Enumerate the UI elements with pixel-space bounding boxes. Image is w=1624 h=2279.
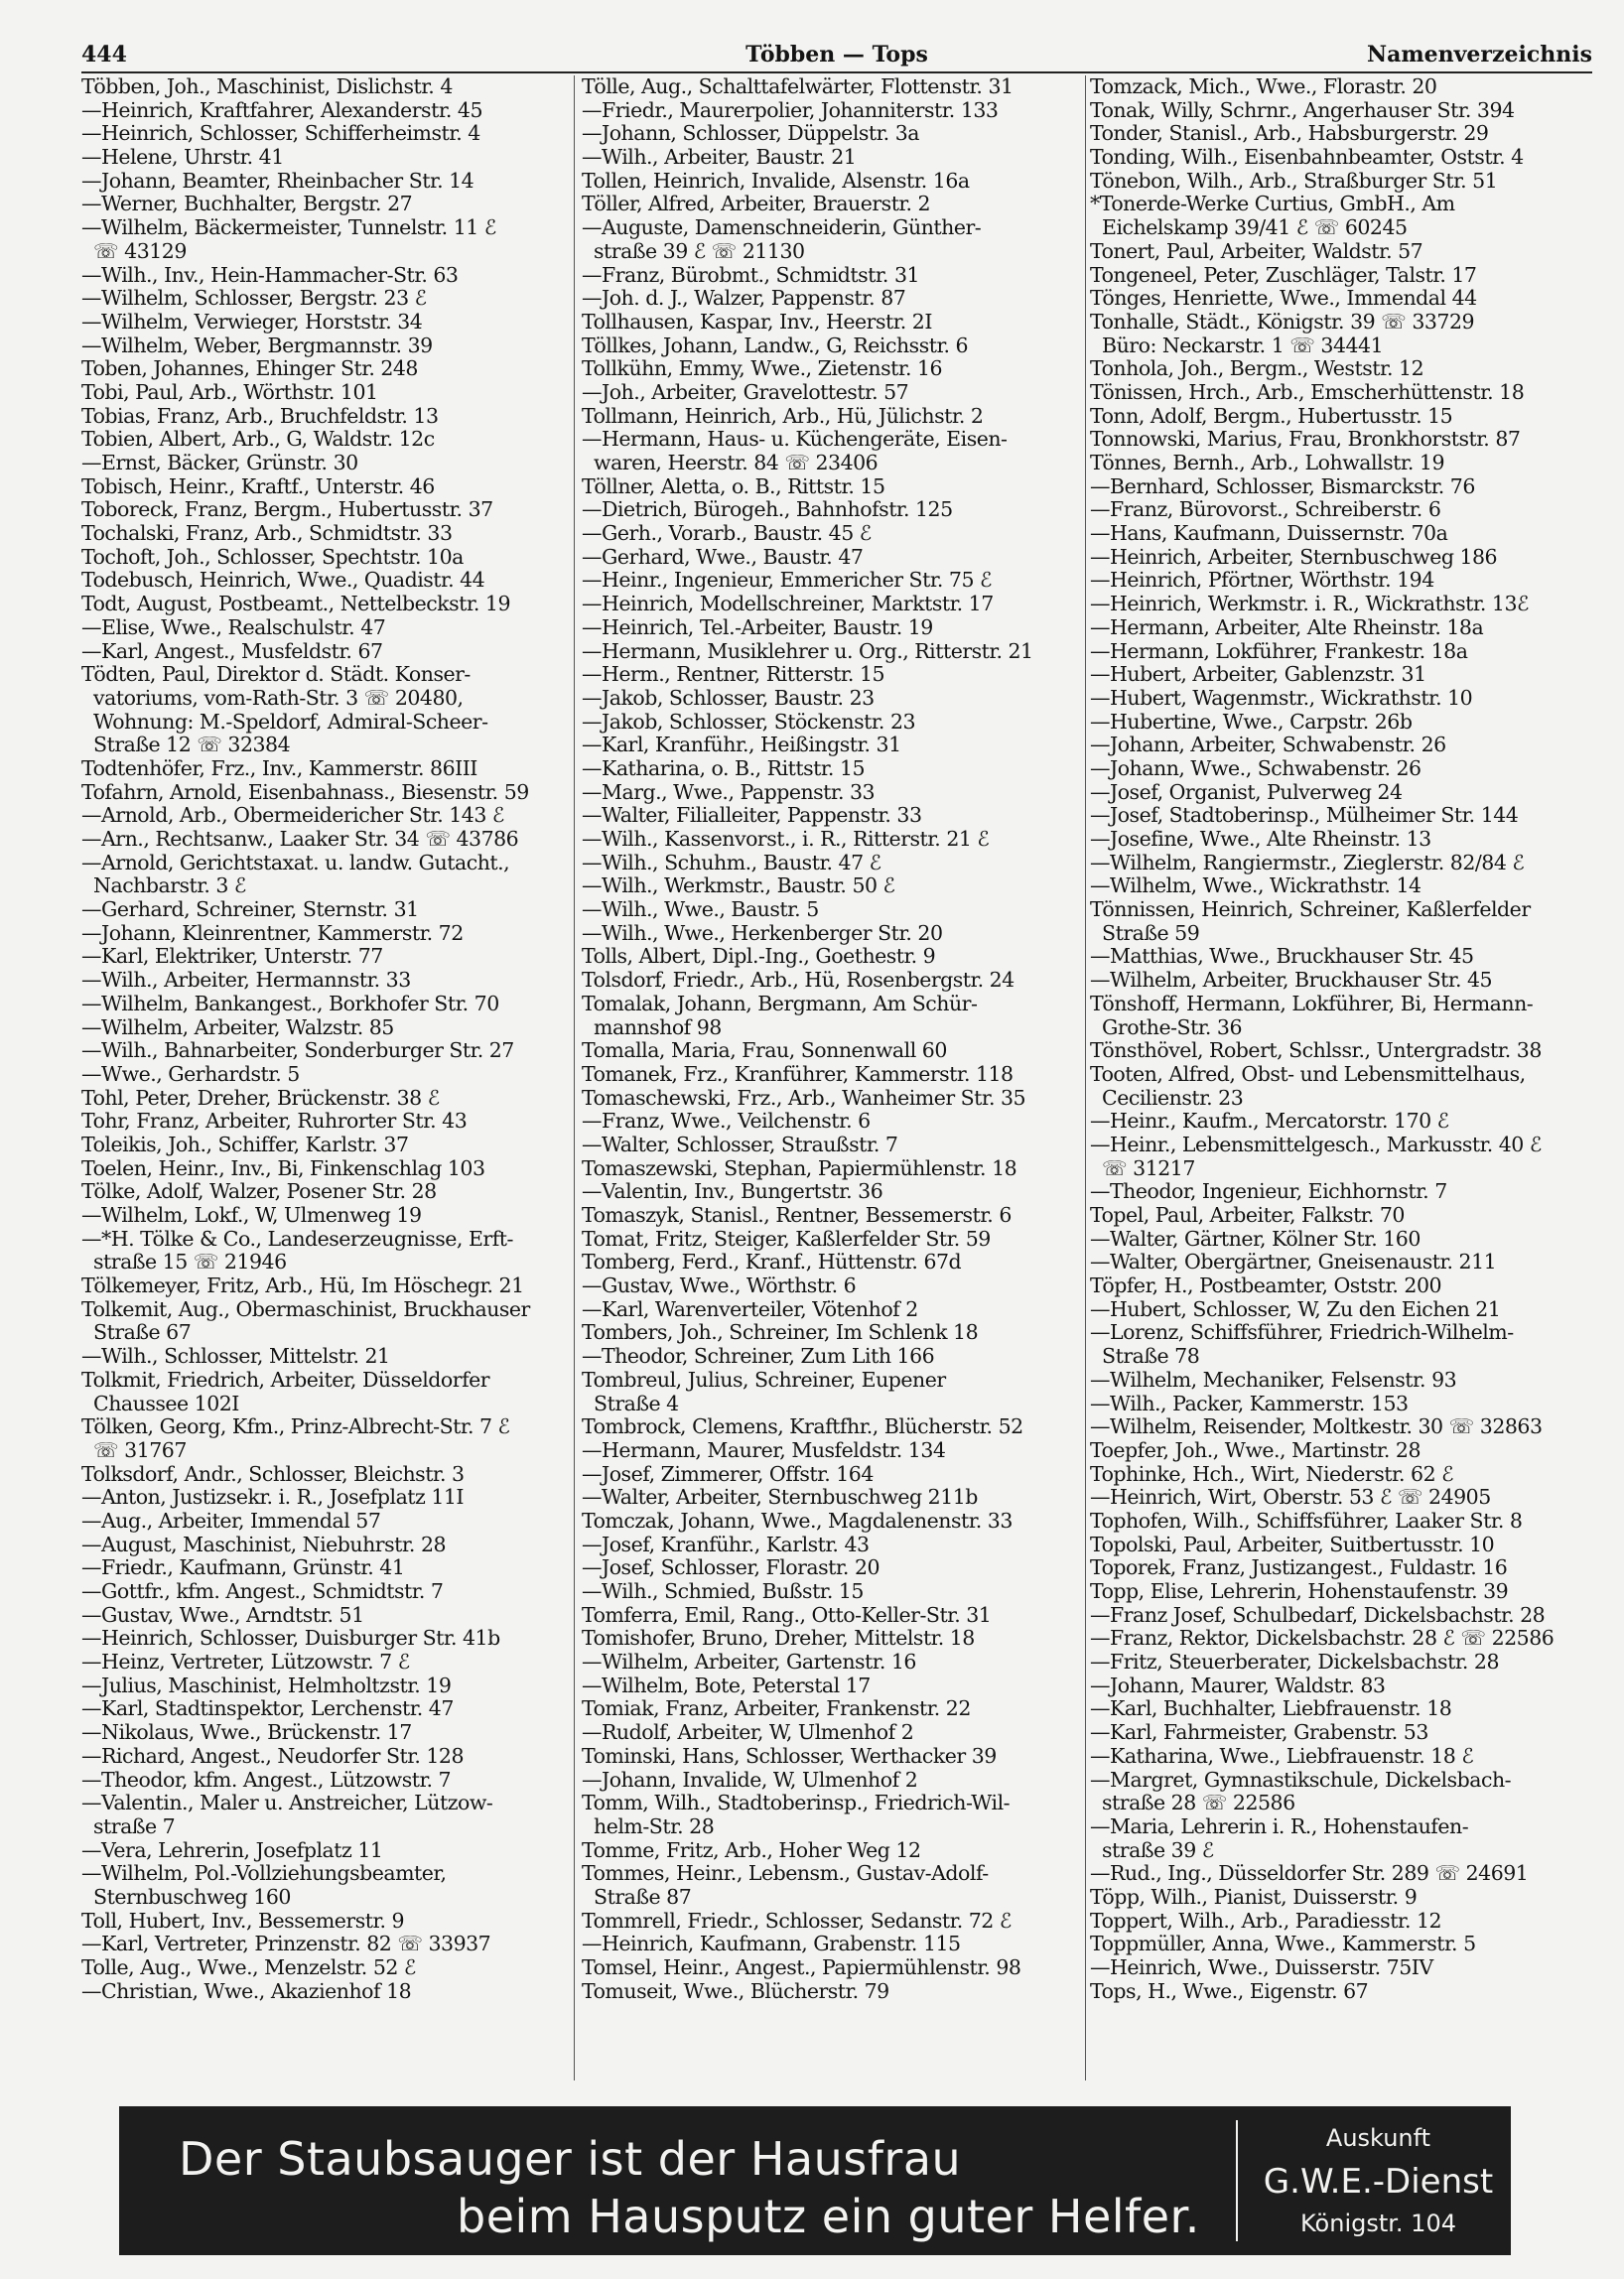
directory-entry: —Heinr., Kaufm., Mercatorstr. 170 ℰ (1090, 1110, 1449, 1134)
directory-entry: Straße 87 (582, 1885, 692, 1909)
directory-entry: Tophofen, Wilh., Schiffsführer, Laaker Str. 8 (1090, 1509, 1523, 1533)
directory-entry: vatoriums, vom-Rath-Str. 3 ☏ 20480, (81, 686, 464, 710)
directory-entry: Tommrell, Friedr., Schlosser, Sedanstr. 72 ℰ (582, 1909, 1012, 1933)
directory-column-2 (582, 75, 1082, 2080)
directory-entry: —Wilh., Werkmstr., Baustr. 50 ℰ (582, 874, 895, 898)
directory-entry: Tönsthövel, Robert, Schlssr., Untergradstr. 38 (1090, 1039, 1542, 1063)
directory-entry: Tonding, Wilh., Eisenbahnbeamter, Oststr. 4 (1090, 146, 1524, 170)
directory-entry: Töpp, Wilh., Pianist, Duisserstr. 9 (1090, 1885, 1418, 1909)
directory-entry: —Heinrich, Wirt, Oberstr. 53 ℰ ☏ 24905 (1090, 1486, 1491, 1510)
directory-entry: —Wilh., Wwe., Herkenberger Str. 20 (582, 921, 943, 945)
directory-entry: Töpfer, H., Postbeamter, Oststr. 200 (1090, 1274, 1442, 1298)
page-header (81, 38, 1592, 73)
directory-entry: Tonhalle, Städt., Königstr. 39 ☏ 33729 (1090, 310, 1475, 334)
directory-entry: Tomuseit, Wwe., Blücherstr. 79 (582, 1979, 889, 2003)
directory-entry: Tobien, Albert, Arb., G, Waldstr. 12c (81, 428, 435, 452)
directory-entry: —Arnold, Gerichtstaxat. u. landw. Gutacht., (81, 851, 510, 874)
directory-entry: straße 39 ℰ (1090, 1838, 1214, 1862)
directory-entry: —Karl, Warenverteiler, Vötenhof 2 (582, 1297, 918, 1321)
directory-entry: Tombrock, Clemens, Kraftfhr., Blücherstr. 52 (582, 1415, 1023, 1439)
directory-entry: —Johann, Arbeiter, Schwabenstr. 26 (1090, 734, 1446, 757)
directory-entry: Tohl, Peter, Dreher, Brückenstr. 38 ℰ (81, 1086, 440, 1110)
directory-entry: —Karl, Vertreter, Prinzenstr. 82 ☏ 33937 (81, 1933, 491, 1956)
directory-entry: Straße 4 (582, 1392, 679, 1415)
directory-entry: —Herm., Rentner, Ritterstr. 15 (582, 663, 885, 687)
directory-entry: —Auguste, Damenschneiderin, Günther- (582, 216, 982, 240)
directory-entry: —Wilhelm, Wwe., Wickrathstr. 14 (1090, 874, 1421, 898)
directory-entry: —Wilhelm, Arbeiter, Bruckhauser Str. 45 (1090, 969, 1493, 993)
directory-entry: Tolkmit, Friedrich, Arbeiter, Düsseldorfer (81, 1368, 490, 1392)
directory-entry: —Franz, Bürovorst., Schreiberstr. 6 (1090, 498, 1441, 522)
directory-entry: —Walter, Gärtner, Kölner Str. 160 (1090, 1227, 1421, 1251)
directory-entry: Töller, Alfred, Arbeiter, Brauerstr. 2 (582, 193, 931, 216)
directory-entry: —Fritz, Steuerberater, Dickelsbachstr. 28 (1090, 1651, 1499, 1675)
directory-entry: straße 15 ☏ 21946 (81, 1251, 287, 1274)
directory-entry: —Heinrich, Arbeiter, Sternbuschweg 186 (1090, 545, 1498, 569)
directory-entry: —Wilh., Schmied, Bußstr. 15 (582, 1580, 864, 1603)
directory-entry: Toboreck, Franz, Bergm., Hubertusstr. 37 (81, 498, 493, 522)
directory-entry: Tomalla, Maria, Frau, Sonnenwall 60 (582, 1039, 947, 1063)
directory-entry: —Margret, Gymnastikschule, Dickelsbach- (1090, 1768, 1512, 1792)
directory-entry: —Walter, Filialleiter, Pappenstr. 33 (582, 804, 922, 828)
directory-entry: Toben, Johannes, Ehinger Str. 248 (81, 357, 418, 381)
directory-entry: Többen, Joh., Maschinist, Dislichstr. 4 (81, 75, 453, 98)
directory-entry: Tonder, Stanisl., Arb., Habsburgerstr. 29 (1090, 122, 1489, 146)
directory-entry: Toelen, Heinr., Inv., Bi, Finkenschlag 103 (81, 1156, 485, 1180)
directory-entry: Wohnung: M.-Speldorf, Admiral-Scheer- (81, 710, 488, 734)
directory-entry: —Maria, Lehrerin i. R., Hohenstaufen- (1090, 1814, 1469, 1838)
directory-entry: Tomme, Fritz, Arb., Hoher Weg 12 (582, 1838, 921, 1862)
directory-entry: Tonnowski, Marius, Frau, Bronkhorststr. 87 (1090, 428, 1521, 452)
directory-entry: —Wwe., Gerhardstr. 5 (81, 1062, 300, 1086)
directory-entry: Tombers, Joh., Schreiner, Im Schlenk 18 (582, 1321, 979, 1345)
directory-entry: Tönebon, Wilh., Arb., Straßburger Str. 51 (1090, 169, 1498, 193)
directory-entry: Tollhausen, Kaspar, Inv., Heerstr. 2I (582, 310, 932, 334)
directory-entry: mannshof 98 (582, 1015, 722, 1039)
directory-entry: —August, Maschinist, Niebuhrstr. 28 (81, 1533, 447, 1556)
directory-entry: —Heinr., Lebensmittelgesch., Markusstr. 40 ℰ (1090, 1133, 1542, 1156)
directory-entry: Tomferra, Emil, Rang., Otto-Keller-Str. 31 (582, 1603, 992, 1627)
directory-entry: —Julius, Maschinist, Helmholtzstr. 19 (81, 1674, 452, 1697)
directory-entry: —Wilh., Bahnarbeiter, Sonderburger Str. 27 (81, 1039, 514, 1063)
directory-column-1 (81, 75, 578, 2080)
directory-entry: —Gerh., Vorarb., Baustr. 45 ℰ (582, 522, 872, 546)
directory-entry: Tomanek, Frz., Kranführer, Kammerstr. 118 (582, 1062, 1014, 1086)
directory-entry: —Vera, Lehrerin, Josefplatz 11 (81, 1838, 383, 1862)
directory-entry: —Heinrich, Kaufmann, Grabenstr. 115 (582, 1933, 961, 1956)
directory-entry: Tops, H., Wwe., Eigenstr. 67 (1090, 1979, 1369, 2003)
directory-entry: —Johann, Maurer, Waldstr. 83 (1090, 1674, 1386, 1697)
directory-entry: —Josef, Stadtoberinsp., Mülheimer Str. 144 (1090, 804, 1519, 828)
directory-entry: Tollkühn, Emmy, Wwe., Zietenstr. 16 (582, 357, 943, 381)
directory-entry: —Wilh., Schlosser, Mittelstr. 21 (81, 1345, 390, 1369)
directory-entry: Tönnes, Bernh., Arb., Lohwallstr. 19 (1090, 452, 1445, 474)
directory-entry: —Heinrich, Wwe., Duisserstr. 75IV (1090, 1956, 1433, 1979)
directory-entry: —Christian, Wwe., Akazienhof 18 (81, 1979, 412, 2003)
directory-entry: —Jakob, Schlosser, Stöckenstr. 23 (582, 710, 916, 734)
directory-entry: Todtenhöfer, Frz., Inv., Kammerstr. 86III (81, 756, 477, 780)
directory-entry: —Karl, Angest., Musfeldstr. 67 (81, 639, 383, 663)
directory-entry: Chaussee 102I (81, 1392, 239, 1415)
directory-entry: —Hermann, Haus- u. Küchengeräte, Eisen- (582, 428, 1008, 452)
directory-entry: Todebusch, Heinrich, Wwe., Quadistr. 44 (81, 569, 485, 593)
directory-entry: Tohr, Franz, Arbeiter, Ruhrorter Str. 43 (81, 1110, 468, 1134)
directory-entry: —Arnold, Arb., Obermeidericher Str. 143 ℰ (81, 804, 504, 828)
directory-entry: —Gerhard, Wwe., Baustr. 47 (582, 545, 864, 569)
directory-entry: ☏ 31767 (81, 1438, 187, 1462)
directory-entry: —Arn., Rechtsanw., Laaker Str. 34 ☏ 43786 (81, 828, 519, 851)
directory-entry: —Wilhelm, Rangiermstr., Zieglerstr. 82/84 ℰ (1090, 851, 1525, 874)
directory-entry: —Hermann, Lokführer, Frankestr. 18a (1090, 639, 1468, 663)
directory-entry: —Heinrich, Modellschreiner, Marktstr. 17 (582, 593, 994, 616)
directory-entry: —Wilhelm, Schlosser, Bergstr. 23 ℰ (81, 287, 427, 311)
directory-entry: —Karl, Elektriker, Unterstr. 77 (81, 945, 383, 969)
directory-entry: Tödten, Paul, Direktor d. Städt. Konser- (81, 663, 471, 687)
directory-entry: Tomzack, Mich., Wwe., Florastr. 20 (1090, 75, 1437, 98)
directory-entry: —Wilhelm, Pol.-Vollziehungsbeamter, (81, 1862, 447, 1886)
directory-entry: Tolle, Aug., Wwe., Menzelstr. 52 ℰ (81, 1956, 416, 1979)
directory-entry: Tomaszewski, Stephan, Papiermühlenstr. 18 (582, 1156, 1017, 1180)
directory-entry: —Matthias, Wwe., Bruckhauser Str. 45 (1090, 945, 1474, 969)
directory-entry: —Wilh., Schuhm., Baustr. 47 ℰ (582, 851, 881, 874)
directory-entry: Tölkemeyer, Fritz, Arb., Hü, Im Höschegr. 21 (81, 1274, 524, 1298)
directory-entry: Tomat, Fritz, Steiger, Kaßlerfelder Str. 59 (582, 1227, 991, 1251)
directory-entry: —Helene, Uhrstr. 41 (81, 146, 284, 170)
ad-slogan-line-1: Der Staubsauger ist der Hausfrau (179, 2132, 962, 2186)
directory-entry: —Heinrich, Schlosser, Schifferheimstr. 4 (81, 122, 480, 146)
ad-address: Königstr. 104 (1300, 2210, 1456, 2237)
directory-entry: —Dietrich, Bürogeh., Bahnhofstr. 125 (582, 498, 953, 522)
directory-entry: Tonak, Willy, Schrnr., Angerhauser Str. 394 (1090, 98, 1515, 122)
directory-entry: —Hermann, Arbeiter, Alte Rheinstr. 18a (1090, 615, 1484, 639)
directory-entry: —Hermann, Maurer, Musfeldstr. 134 (582, 1438, 946, 1462)
directory-entry: Tomishofer, Bruno, Dreher, Mittelstr. 18 (582, 1627, 975, 1651)
directory-column-3 (1090, 75, 1596, 2080)
directory-entry: Tongeneel, Peter, Zuschläger, Talstr. 17 (1090, 263, 1477, 287)
directory-entry: Straße 67 (81, 1321, 192, 1345)
directory-entry: —Ernst, Bäcker, Grünstr. 30 (81, 452, 358, 474)
directory-entry: —Wilhelm, Arbeiter, Walzstr. 85 (81, 1015, 394, 1039)
directory-entry: ☏ 31217 (1090, 1156, 1195, 1180)
directory-entry: Straße 12 ☏ 32384 (81, 734, 291, 757)
directory-entry: Grothe-Str. 36 (1090, 1015, 1242, 1039)
directory-entry: Tolkemit, Aug., Obermaschinist, Bruckhauser (81, 1297, 530, 1321)
column-divider (574, 75, 575, 2080)
directory-entry: Tommes, Heinr., Lebensm., Gustav-Adolf- (582, 1862, 989, 1886)
directory-entry: Tooten, Alfred, Obst- und Lebensmittelhaus, (1090, 1062, 1526, 1086)
directory-entry: Tölke, Adolf, Walzer, Posener Str. 28 (81, 1180, 437, 1204)
directory-entry: —Wilhelm, Lokf., W, Ulmenweg 19 (81, 1204, 422, 1227)
directory-entry: Tophinke, Hch., Wirt, Niederstr. 62 ℰ (1090, 1462, 1454, 1486)
directory-entry: —Rudolf, Arbeiter, W, Ulmenhof 2 (582, 1721, 914, 1745)
directory-entry: Tochalski, Franz, Arb., Schmidtstr. 33 (81, 522, 453, 546)
directory-entry: —Wilhelm, Verwieger, Horststr. 34 (81, 310, 423, 334)
directory-entry: Tolsdorf, Friedr., Arb., Hü, Rosenbergstr. 24 (582, 969, 1015, 993)
directory-entry: Tönnissen, Heinrich, Schreiner, Kaßlerfelder (1090, 898, 1531, 922)
directory-entry: —Wilhelm, Reisender, Moltkestr. 30 ☏ 32863 (1090, 1415, 1543, 1439)
directory-entry: —Joh., Arbeiter, Gravelottestr. 57 (582, 380, 909, 404)
directory-entry: Tobias, Franz, Arb., Bruchfeldstr. 13 (81, 404, 439, 428)
directory-entry: —Hubert, Wagenmstr., Wickrathstr. 10 (1090, 686, 1473, 710)
directory-entry: —Wilh., Wwe., Baustr. 5 (582, 898, 819, 922)
directory-entry: —Friedr., Maurerpolier, Johanniterstr. 133 (582, 98, 999, 122)
directory-entry: Tönissen, Hrch., Arb., Emscherhüttenstr. 18 (1090, 380, 1525, 404)
directory-entry: —Walter, Arbeiter, Sternbuschweg 211b (582, 1486, 978, 1510)
directory-entry: *Tonerde-Werke Curtius, GmbH., Am (1090, 193, 1455, 216)
directory-entry: Tomczak, Johann, Wwe., Magdalenenstr. 33 (582, 1509, 1013, 1533)
directory-entry: —Johann, Schlosser, Düppelstr. 3a (582, 122, 919, 146)
directory-entry: Tomalak, Johann, Bergmann, Am Schür- (582, 992, 978, 1015)
directory-entry: Toleikis, Joh., Schiffer, Karlstr. 37 (81, 1133, 409, 1156)
ad-company: G.W.E.-Dienst (1263, 2162, 1494, 2202)
directory-entry: —Gerhard, Schreiner, Sternstr. 31 (81, 898, 419, 922)
directory-entry: —Josef, Zimmerer, Offstr. 164 (582, 1462, 874, 1486)
directory-entry: —Wilhelm, Weber, Bergmannstr. 39 (81, 334, 433, 357)
directory-entry: —Josef, Organist, Pulverweg 24 (1090, 780, 1403, 804)
directory-entry: —*H. Tölke & Co., Landeserzeugnisse, Erft- (81, 1227, 513, 1251)
directory-entry: —Wilhelm, Arbeiter, Gartenstr. 16 (582, 1651, 916, 1675)
directory-entry: —Katharina, o. B., Rittstr. 15 (582, 756, 866, 780)
directory-entry: —Karl, Kranführ., Heißingstr. 31 (582, 734, 901, 757)
directory-entry: —Lorenz, Schiffsführer, Friedrich-Wilhelm- (1090, 1321, 1514, 1345)
column-divider (1085, 75, 1086, 2080)
directory-entry: Tomaschewski, Frz., Arb., Wanheimer Str. 35 (582, 1086, 1026, 1110)
directory-entry: Tonert, Paul, Arbeiter, Waldstr. 57 (1090, 239, 1423, 263)
directory-entry: straße 7 (81, 1814, 176, 1838)
directory-entry: —Anton, Justizsekr. i. R., Josefplatz 11I (81, 1486, 465, 1510)
directory-entry: Nachbarstr. 3 ℰ (81, 874, 246, 898)
directory-entry: —Heinrich, Kraftfahrer, Alexanderstr. 45 (81, 98, 482, 122)
ad-slogan-line-2: beim Hausputz ein guter Helfer. (457, 2190, 1200, 2243)
directory-entry: —Wilh., Arbeiter, Hermannstr. 33 (81, 969, 411, 993)
directory-entry: —Marg., Wwe., Pappenstr. 33 (582, 780, 876, 804)
directory-entry: —Theodor, Ingenieur, Eichhornstr. 7 (1090, 1180, 1447, 1204)
directory-entry: —Wilhelm, Bote, Peterstal 17 (582, 1674, 871, 1697)
directory-entry: helm-Str. 28 (582, 1814, 715, 1838)
directory-entry: —Johann, Invalide, W, Ulmenhof 2 (582, 1768, 918, 1792)
directory-entry: —Aug., Arbeiter, Immendal 57 (81, 1509, 381, 1533)
directory-entry: —Joh. d. J., Walzer, Pappenstr. 87 (582, 287, 906, 311)
directory-entry: Eichelskamp 39/41 ℰ ☏ 60245 (1090, 216, 1408, 240)
directory-entry: Tobisch, Heinr., Kraftf., Unterstr. 46 (81, 474, 435, 498)
directory-entry: —Walter, Schlosser, Straußstr. 7 (582, 1133, 898, 1156)
directory-entry: Tollen, Heinrich, Invalide, Alsenstr. 16a (582, 169, 970, 193)
directory-entry: —Heinrich, Werkmstr. i. R., Wickrathstr. 13ℰ (1090, 593, 1529, 616)
directory-entry: Tonn, Adolf, Bergm., Hubertusstr. 15 (1090, 404, 1453, 428)
directory-entry: —Wilhelm, Bankangest., Borkhofer Str. 70 (81, 992, 499, 1015)
directory-entry: —Theodor, Schreiner, Zum Lith 166 (582, 1345, 935, 1369)
directory-entry: Tonhola, Joh., Bergm., Weststr. 12 (1090, 357, 1424, 381)
directory-entry: Tofahrn, Arnold, Eisenbahnass., Biesenstr. 59 (81, 780, 529, 804)
directory-entry: Tomaszyk, Stanisl., Rentner, Bessemerstr. 6 (582, 1204, 1012, 1227)
directory-entry: —Josefine, Wwe., Alte Rheinstr. 13 (1090, 828, 1431, 851)
directory-entry: —Franz Josef, Schulbedarf, Dickelsbachstr. 28 (1090, 1603, 1546, 1627)
directory-entry: Toll, Hubert, Inv., Bessemerstr. 9 (81, 1909, 405, 1933)
directory-entry: —Wilhelm, Bäckermeister, Tunnelstr. 11 ℰ (81, 216, 496, 240)
directory-entry: —Heinz, Vertreter, Lützowstr. 7 ℰ (81, 1651, 410, 1675)
directory-entry: —Gustav, Wwe., Arndtstr. 51 (81, 1603, 364, 1627)
page-number: 444 (81, 42, 127, 67)
directory-entry: —Rud., Ing., Düsseldorfer Str. 289 ☏ 24691 (1090, 1862, 1529, 1886)
directory-entry: —Franz, Wwe., Veilchenstr. 6 (582, 1110, 871, 1134)
directory-entry: —Karl, Fahrmeister, Grabenstr. 53 (1090, 1721, 1428, 1745)
page-title: Többen — Tops (745, 42, 928, 67)
directory-entry: Toporek, Franz, Justizangest., Fuldastr. 16 (1090, 1556, 1508, 1580)
directory-entry: —Franz, Bürobmt., Schmidtstr. 31 (582, 263, 920, 287)
directory-entry: —Wilhelm, Mechaniker, Felsenstr. 93 (1090, 1368, 1457, 1392)
directory-entry: —Wilh., Kassenvorst., i. R., Ritterstr. 21 ℰ (582, 828, 990, 851)
directory-entry: —Hubert, Arbeiter, Gablenzstr. 31 (1090, 663, 1426, 687)
directory-entry: Tomiak, Franz, Arbeiter, Frankenstr. 22 (582, 1697, 971, 1721)
directory-entry: —Valentin, Inv., Bungertstr. 36 (582, 1180, 883, 1204)
directory-entry: —Richard, Angest., Neudorfer Str. 128 (81, 1744, 464, 1768)
directory-entry: Töllkes, Johann, Landw., G, Reichsstr. 6 (582, 334, 969, 357)
directory-entry: —Walter, Obergärtner, Gneisenaustr. 211 (1090, 1251, 1497, 1274)
directory-entry: Toppmüller, Anna, Wwe., Kammerstr. 5 (1090, 1933, 1476, 1956)
directory-entry: straße 28 ☏ 22586 (1090, 1792, 1295, 1815)
directory-entry: —Bernhard, Schlosser, Bismarckstr. 76 (1090, 474, 1475, 498)
directory-entry: Topolski, Paul, Arbeiter, Suitbertusstr. 10 (1090, 1533, 1495, 1556)
directory-entry: —Werner, Buchhalter, Bergstr. 27 (81, 193, 413, 216)
advertisement-banner (119, 2106, 1511, 2255)
directory-entry: Töllner, Aletta, o. B., Rittstr. 15 (582, 474, 885, 498)
directory-entry: —Josef, Schlosser, Florastr. 20 (582, 1556, 880, 1580)
directory-entry: —Josef, Kranführ., Karlstr. 43 (582, 1533, 870, 1556)
directory-entry: Todt, August, Postbeamt., Nettelbeckstr. 19 (81, 593, 511, 616)
directory-entry: —Johann, Beamter, Rheinbacher Str. 14 (81, 169, 474, 193)
directory-entry: —Wilh., Arbeiter, Baustr. 21 (582, 146, 857, 170)
directory-entry: Straße 59 (1090, 921, 1200, 945)
directory-entry: Topel, Paul, Arbeiter, Falkstr. 70 (1090, 1204, 1405, 1227)
directory-entry: —Franz, Rektor, Dickelsbachstr. 28 ℰ ☏ 22586 (1090, 1627, 1555, 1651)
directory-entry: Tölle, Aug., Schalttafelwärter, Flottenstr. 31 (582, 75, 1014, 98)
ad-info-label: Auskunft (1325, 2124, 1431, 2152)
directory-entry: Toepfer, Joh., Wwe., Martinstr. 28 (1090, 1438, 1421, 1462)
directory-entry: Tombreul, Julius, Schreiner, Eupener (582, 1368, 946, 1392)
directory-entry: Topp, Elise, Lehrerin, Hohenstaufenstr. 39 (1090, 1580, 1509, 1603)
directory-entry: Straße 78 (1090, 1345, 1200, 1369)
directory-entry: Tönshoff, Hermann, Lokführer, Bi, Hermann- (1090, 992, 1534, 1015)
directory-entry: Tobi, Paul, Arb., Wörthstr. 101 (81, 380, 378, 404)
directory-entry: Tomberg, Ferd., Kranf., Hüttenstr. 67d (582, 1251, 962, 1274)
directory-entry: Toppert, Wilh., Arb., Paradiesstr. 12 (1090, 1909, 1442, 1933)
directory-entry: Tominski, Hans, Schlosser, Werthacker 39 (582, 1744, 997, 1768)
directory-entry: —Johann, Kleinrentner, Kammerstr. 72 (81, 921, 464, 945)
directory-entry: Tomsel, Heinr., Angest., Papiermühlenstr. 98 (582, 1956, 1021, 1979)
directory-entry: —Johann, Wwe., Schwabenstr. 26 (1090, 756, 1421, 780)
directory-entry: —Hubertine, Wwe., Carpstr. 26b (1090, 710, 1413, 734)
directory-entry: —Wilh., Packer, Kammerstr. 153 (1090, 1392, 1409, 1415)
directory-entry: —Theodor, kfm. Angest., Lützowstr. 7 (81, 1768, 452, 1792)
directory-entry: —Hermann, Musiklehrer u. Org., Ritterstr. 21 (582, 639, 1033, 663)
directory-entry: —Hubert, Schlosser, W, Zu den Eichen 21 (1090, 1297, 1501, 1321)
directory-entry: Büro: Neckarstr. 1 ☏ 34441 (1090, 334, 1384, 357)
directory-entry: —Nikolaus, Wwe., Brückenstr. 17 (81, 1721, 412, 1745)
directory-entry: —Karl, Buchhalter, Liebfrauenstr. 18 (1090, 1697, 1452, 1721)
directory-entry: —Karl, Stadtinspektor, Lerchenstr. 47 (81, 1697, 454, 1721)
directory-entry: —Friedr., Kaufmann, Grünstr. 41 (81, 1556, 405, 1580)
directory-entry: —Elise, Wwe., Realschulstr. 47 (81, 615, 386, 639)
directory-entry: —Heinrich, Schlosser, Duisburger Str. 41b (81, 1627, 500, 1651)
directory-entry: —Heinr., Ingenieur, Emmericher Str. 75 ℰ (582, 569, 992, 593)
ad-divider (1236, 2120, 1238, 2241)
directory-entry: —Hans, Kaufmann, Duissernstr. 70a (1090, 522, 1448, 546)
directory-entry: —Gottfr., kfm. Angest., Schmidtstr. 7 (81, 1580, 444, 1603)
directory-entry: —Valentin., Maler u. Anstreicher, Lützow- (81, 1792, 493, 1815)
directory-entry: Sternbuschweg 160 (81, 1885, 291, 1909)
directory-entry: —Heinrich, Pförtner, Wörthstr. 194 (1090, 569, 1434, 593)
directory-entry: ☏ 43129 (81, 239, 187, 263)
directory-entry: straße 39 ℰ ☏ 21130 (582, 239, 805, 263)
directory-entry: —Wilh., Inv., Hein-Hammacher-Str. 63 (81, 263, 459, 287)
directory-entry: Tolls, Albert, Dipl.-Ing., Goethestr. 9 (582, 945, 936, 969)
directory-entry: —Gustav, Wwe., Wörthstr. 6 (582, 1274, 857, 1298)
directory-entry: Tollmann, Heinrich, Arb., Hü, Jülichstr. 2 (582, 404, 984, 428)
directory-entry: Tolksdorf, Andr., Schlosser, Bleichstr. 3 (81, 1462, 465, 1486)
directory-entry: —Jakob, Schlosser, Baustr. 23 (582, 686, 875, 710)
directory-entry: Tochoft, Joh., Schlosser, Spechtstr. 10a (81, 545, 464, 569)
directory-entry: Tönges, Henriette, Wwe., Immendal 44 (1090, 287, 1477, 311)
directory-entry: Tölken, Georg, Kfm., Prinz-Albrecht-Str. 7 ℰ (81, 1415, 510, 1439)
directory-entry: —Heinrich, Tel.-Arbeiter, Baustr. 19 (582, 615, 933, 639)
directory-entry: —Katharina, Wwe., Liebfrauenstr. 18 ℰ (1090, 1744, 1474, 1768)
section-title: Namenverzeichnis (1367, 42, 1592, 67)
directory-entry: Cecilienstr. 23 (1090, 1086, 1244, 1110)
directory-entry: waren, Heerstr. 84 ☏ 23406 (582, 452, 879, 474)
directory-entry: Tomm, Wilh., Stadtoberinsp., Friedrich-Wil- (582, 1792, 1011, 1815)
